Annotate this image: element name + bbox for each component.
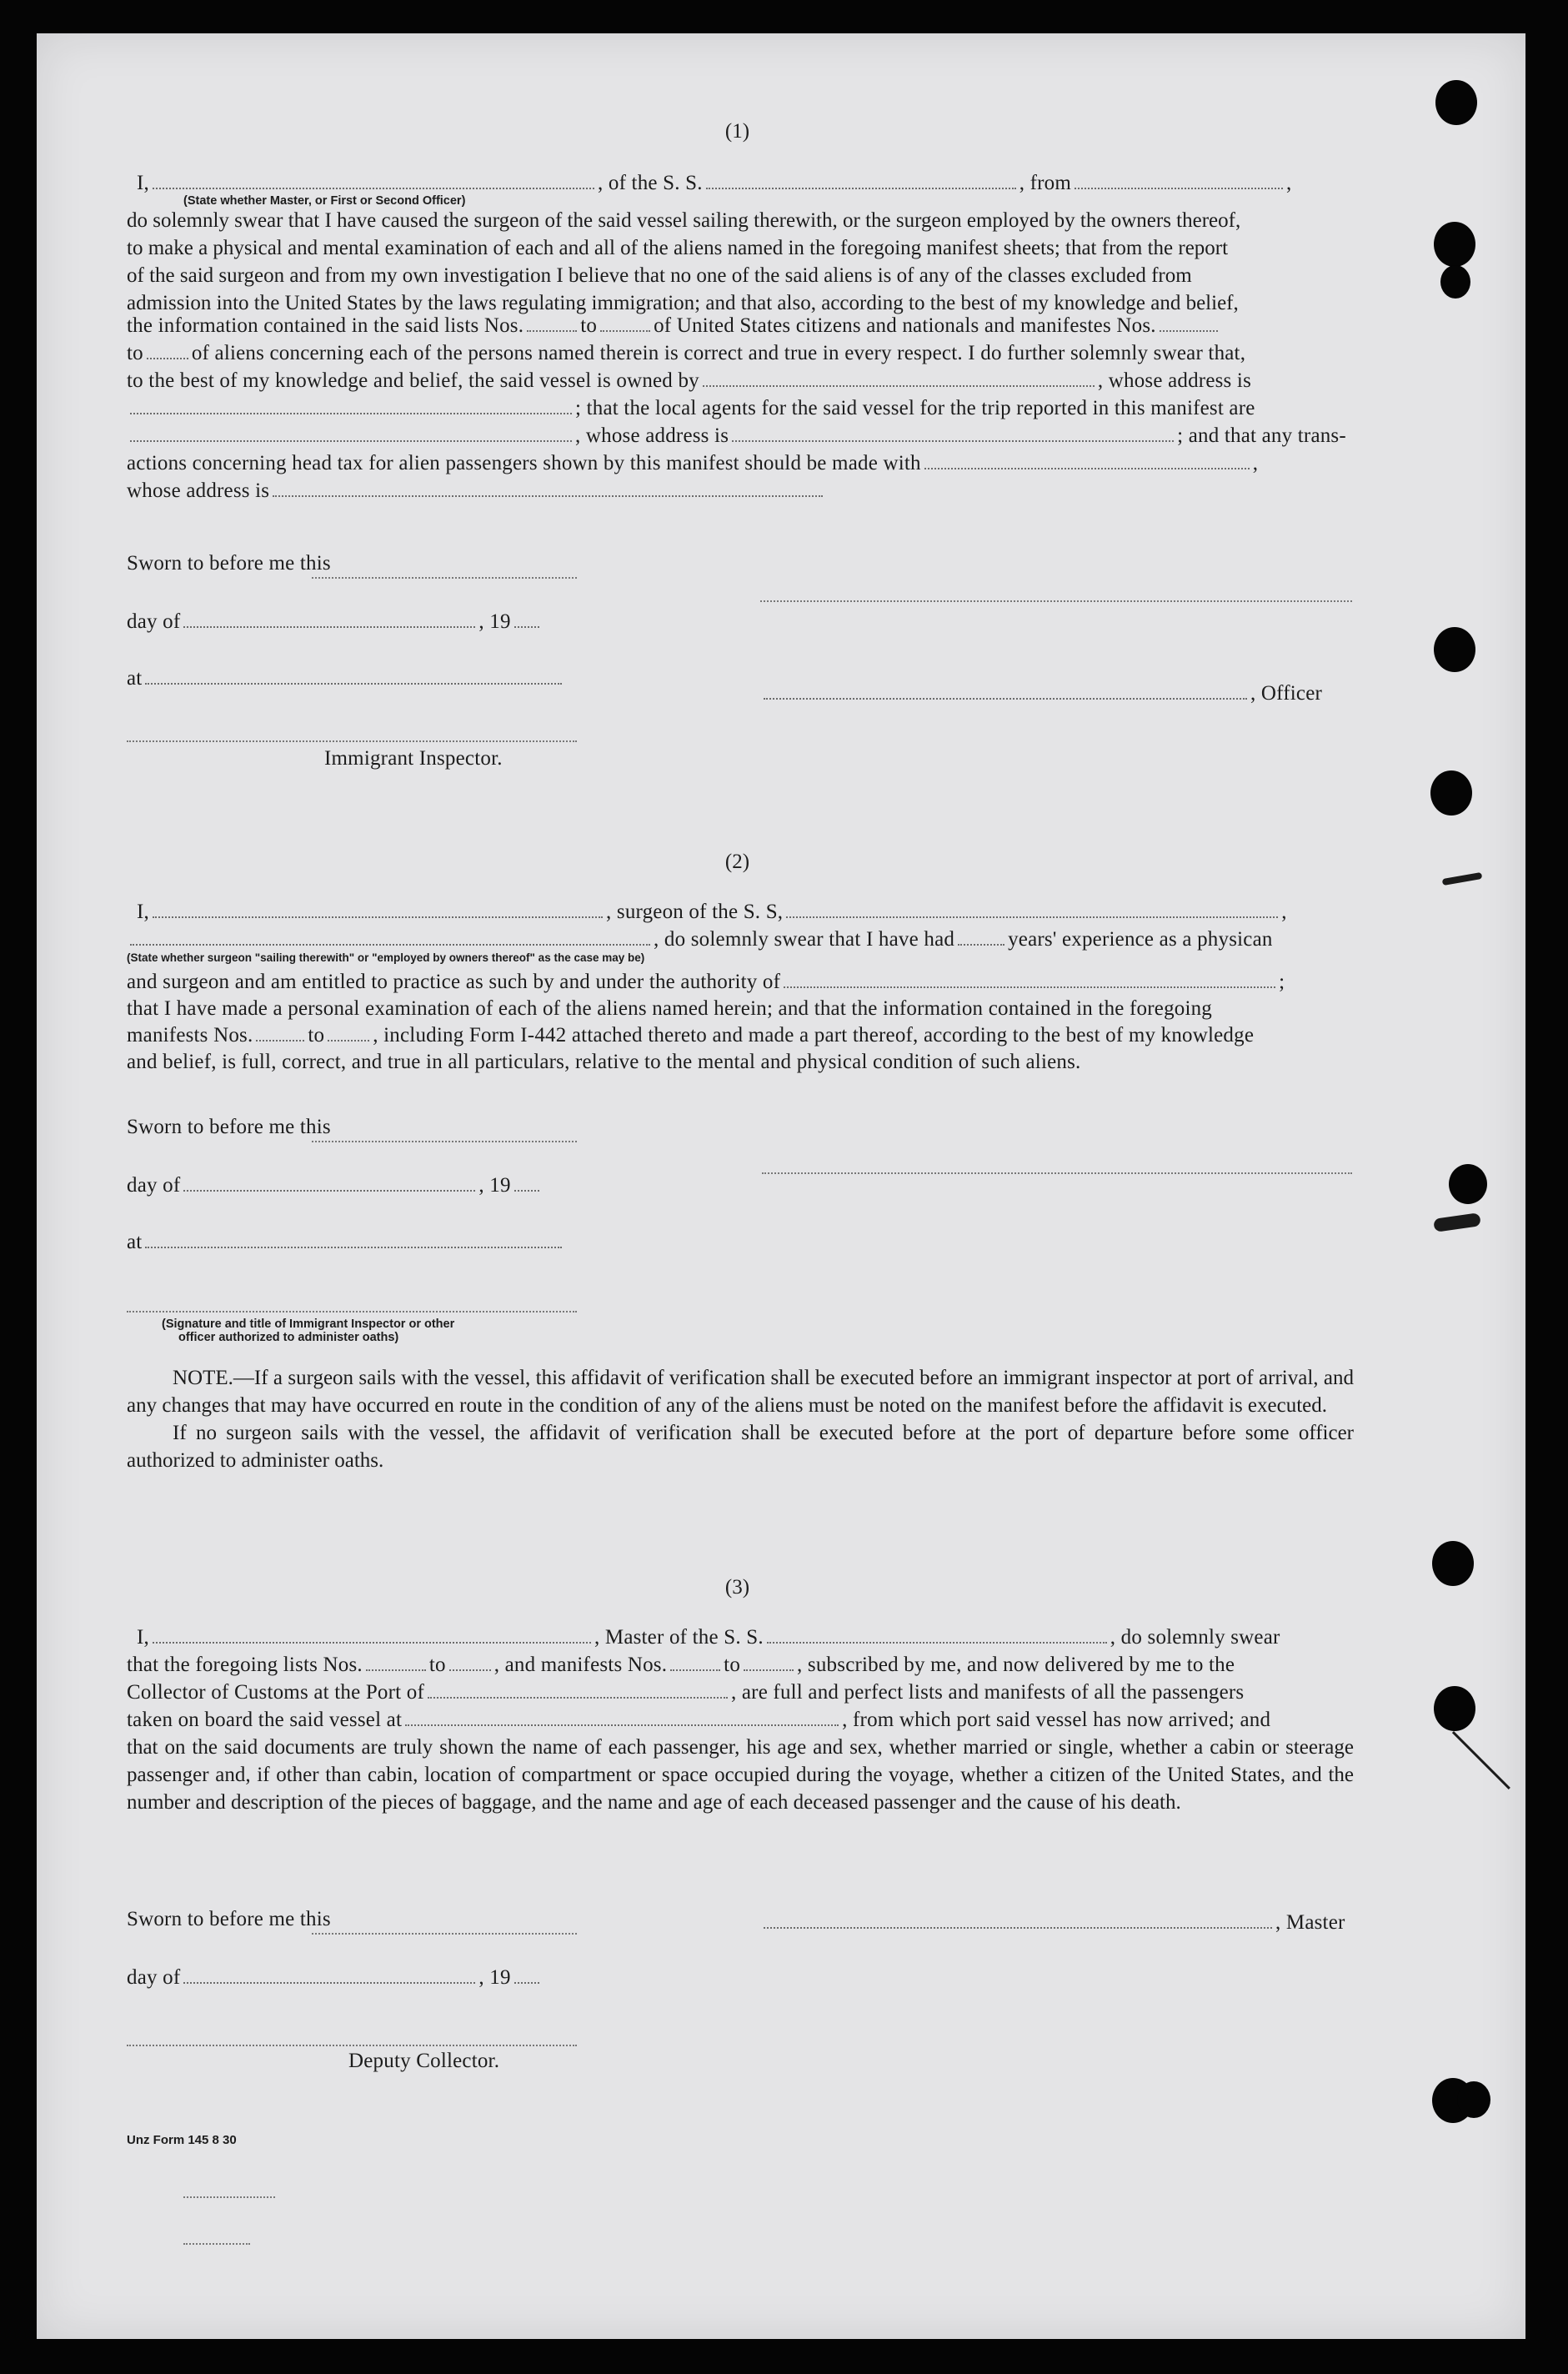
at-label: at xyxy=(127,1231,565,1254)
inspector-signature-field[interactable] xyxy=(127,1311,577,1312)
manifests-to-field[interactable] xyxy=(147,358,188,359)
contact-address-field[interactable] xyxy=(273,495,823,497)
from-label: , from xyxy=(1019,172,1072,194)
surgeon-signature-field[interactable] xyxy=(762,1172,1352,1174)
inspector-label: Immigrant Inspector. xyxy=(324,747,503,770)
departure-port-field[interactable] xyxy=(1075,188,1283,189)
body-line: do solemnly swear that I have caused the surgeon of the said vessel sailing therewith, or the surgeon employed by the owners thereof, xyxy=(127,209,1241,232)
of-ss-label: , of the S. S. xyxy=(597,172,703,194)
ink-smudge xyxy=(1442,872,1483,886)
head-tax-contact-field[interactable] xyxy=(924,468,1250,469)
sworn-date-field[interactable] xyxy=(312,577,577,579)
sworn-label: Sworn to before me this xyxy=(127,552,331,575)
lists-to-field[interactable] xyxy=(449,1669,491,1671)
section1-body xyxy=(127,207,1354,317)
ink-scratch xyxy=(1452,1731,1510,1789)
master-line: , Master xyxy=(760,1911,1345,1935)
section1-line8: ; that the local agents for the said vessel for the trip reported in this manifest are xyxy=(127,397,1255,420)
ink-smudge xyxy=(1433,1212,1481,1232)
day-of-field[interactable] xyxy=(183,1982,475,1984)
punch-hole xyxy=(1434,1686,1475,1731)
form-id: Unz Form 145 8 30 xyxy=(127,2133,237,2147)
body-line: admission into the United States by the laws regulating immigration; and that also, according to the best of my knowledge and belief, xyxy=(127,292,1239,314)
authority-field[interactable] xyxy=(784,986,1275,988)
section2-line3: and surgeon and am entitled to practice as such by and under the authority of ; xyxy=(127,971,1285,993)
owner-address-field[interactable] xyxy=(130,413,572,414)
deputy-label: Deputy Collector. xyxy=(348,2050,500,2072)
vessel-name-field[interactable] xyxy=(706,188,1016,189)
sworn-date-field[interactable] xyxy=(312,1141,577,1142)
punch-hole xyxy=(1440,265,1470,299)
officer-signature-field[interactable] xyxy=(760,600,1352,602)
section3-master-line: I, , Master of the S. S. , do solemnly swear xyxy=(137,1626,1280,1649)
manifests-from-field[interactable] xyxy=(256,1040,304,1041)
at-place-field[interactable] xyxy=(145,683,562,685)
state-hint: (State whether Master, or First or Second Officer) xyxy=(183,194,466,208)
section2-line5: manifests Nos. to , including Form I-442 attached thereto and made a part thereof, according to the best of my knowledge xyxy=(127,1024,1255,1046)
signature-hint: officer authorized to administer oaths) xyxy=(178,1331,399,1344)
at-label: at xyxy=(127,667,565,690)
section1-line10: actions concerning head tax for alien passengers shown by this manifest should be made with , xyxy=(127,452,1259,474)
lists-from-field[interactable] xyxy=(366,1669,426,1671)
punch-hole xyxy=(1457,2081,1490,2118)
surgeon-name-field[interactable] xyxy=(153,916,603,918)
day-of-label: day of , 19 xyxy=(127,1174,543,1197)
surgeon-type-field[interactable] xyxy=(130,944,650,946)
section1-officer-line: I, , of the S. S. , from , xyxy=(137,172,1292,194)
vessel-name-field[interactable] xyxy=(767,1642,1107,1644)
punch-hole xyxy=(1435,80,1477,125)
section-number: (2) xyxy=(724,851,750,873)
punch-hole xyxy=(1432,1541,1474,1586)
lists-from-field[interactable] xyxy=(527,330,577,332)
embark-port-field[interactable] xyxy=(405,1724,839,1726)
body-line: to make a physical and mental examination of each and all of the aliens named in the foregoing manifest sheets; that from the report xyxy=(127,237,1229,259)
deputy-signature-field[interactable] xyxy=(127,2045,577,2046)
sworn-date-field[interactable] xyxy=(312,1933,577,1935)
punch-hole xyxy=(1449,1164,1487,1204)
manifests-to-field[interactable] xyxy=(744,1669,794,1671)
section1-line11: whose address is xyxy=(127,479,826,503)
section1-line5: the information contained in the said lists Nos. to of United States citizens and nationals and manifestes Nos. xyxy=(127,314,1221,338)
section3-body: that on the said documents are truly shown the name of each passenger, his age and sex, whether married or single, whether a cabin or steerage passenger and, if other than cabin, location of compartment or space occupied during the voyage, whether a citizen of the United States, and the number and description of the pieces of baggage, and the name and age of each deceased passenger and the cause of his death. xyxy=(127,1736,1354,1814)
note-paragraph: NOTE.—If a surgeon sails with the vessel, this affidavit of verification shall be executed before an immigrant inspector at port of arrival, and any changes that may have occurred en route in the condition of any of the aliens must be noted on the manifest before the affidavit is executed. xyxy=(127,1367,1354,1417)
section2-surgeon-line: I, , surgeon of the S. S, , xyxy=(137,901,1287,923)
master-signature-field[interactable] xyxy=(764,1927,1272,1929)
section3-line2: that the foregoing lists Nos. to , and manifests Nos. to , subscribed by me, and now delivered by me to the xyxy=(127,1654,1235,1676)
section2-line4: that I have made a personal examination of each of the aliens named herein; and that the information contained in the foregoing xyxy=(127,997,1213,1020)
agents-address-field[interactable] xyxy=(732,440,1174,442)
manifests-from-field[interactable] xyxy=(670,1669,720,1671)
body-line: of the said surgeon and from my own investigation I believe that no one of the said aliens is of any of the classes excluded from xyxy=(127,264,1192,287)
officer-title-field[interactable] xyxy=(764,698,1247,700)
officer-line: , Officer xyxy=(760,682,1322,705)
section-number: (1) xyxy=(724,120,750,143)
section3-line3: Collector of Customs at the Port of , are full and perfect lists and manifests of all the passengers xyxy=(127,1681,1245,1704)
section2-swear-line: , do solemnly swear that I have had years' experience as a physican xyxy=(127,928,1273,951)
agents-field[interactable] xyxy=(130,440,572,442)
sworn-label: Sworn to before me this xyxy=(127,1908,331,1930)
blank-line xyxy=(183,2243,250,2245)
punch-hole xyxy=(1434,627,1475,672)
section2-line6: and belief, is full, correct, and true in all particulars, relative to the mental and physical condition of such aliens. xyxy=(127,1051,1081,1073)
vessel-name-field[interactable] xyxy=(786,916,1278,918)
sworn-label: Sworn to before me this xyxy=(127,1116,331,1138)
owner-field[interactable] xyxy=(703,385,1095,387)
day-of-field[interactable] xyxy=(183,1190,475,1192)
manifests-to-field[interactable] xyxy=(328,1040,369,1041)
section1-line7: to the best of my knowledge and belief, the said vessel is owned by , whose address is xyxy=(127,369,1252,392)
inspector-signature-field[interactable] xyxy=(127,740,577,742)
note xyxy=(127,1364,1354,1474)
day-of-label: day of , 19 xyxy=(127,610,543,634)
i-label: I, xyxy=(137,172,149,194)
lists-to-field[interactable] xyxy=(600,330,650,332)
day-of-label: day of , 19 xyxy=(127,1966,543,1990)
manifests-from-field[interactable] xyxy=(1160,330,1218,332)
surgeon-state-hint: (State whether surgeon "sailing therewith" or "employed by owners thereof" as the case may be) xyxy=(127,951,645,964)
at-place-field[interactable] xyxy=(145,1247,562,1248)
years-experience-field[interactable] xyxy=(958,944,1004,946)
master-name-field[interactable] xyxy=(153,1642,591,1644)
punch-hole xyxy=(1430,770,1472,816)
signature-hint: (Signature and title of Immigrant Inspector or other xyxy=(162,1317,455,1331)
note-paragraph: If no surgeon sails with the vessel, the affidavit of verification shall be executed before at the port of departure before some officer authorized to administer oaths. xyxy=(127,1422,1354,1472)
punch-hole xyxy=(1434,222,1475,267)
year-field[interactable] xyxy=(514,626,539,628)
day-of-field[interactable] xyxy=(183,626,475,628)
section-number: (3) xyxy=(724,1576,750,1599)
manifest-affidavit-sheet xyxy=(37,33,1525,2339)
section1-line9: , whose address is ; and that any trans- xyxy=(127,424,1346,448)
officer-name-field[interactable] xyxy=(153,188,594,189)
section3-line4: taken on board the said vessel at , from which port said vessel has now arrived; and xyxy=(127,1709,1271,1731)
year-field[interactable] xyxy=(514,1190,539,1192)
year-field[interactable] xyxy=(514,1982,539,1984)
blank-line xyxy=(183,2196,275,2198)
port-field[interactable] xyxy=(428,1697,728,1699)
section1-line6: to of aliens concerning each of the persons named therein is correct and true in every respect. I do further solemnly swear that, xyxy=(127,342,1246,364)
